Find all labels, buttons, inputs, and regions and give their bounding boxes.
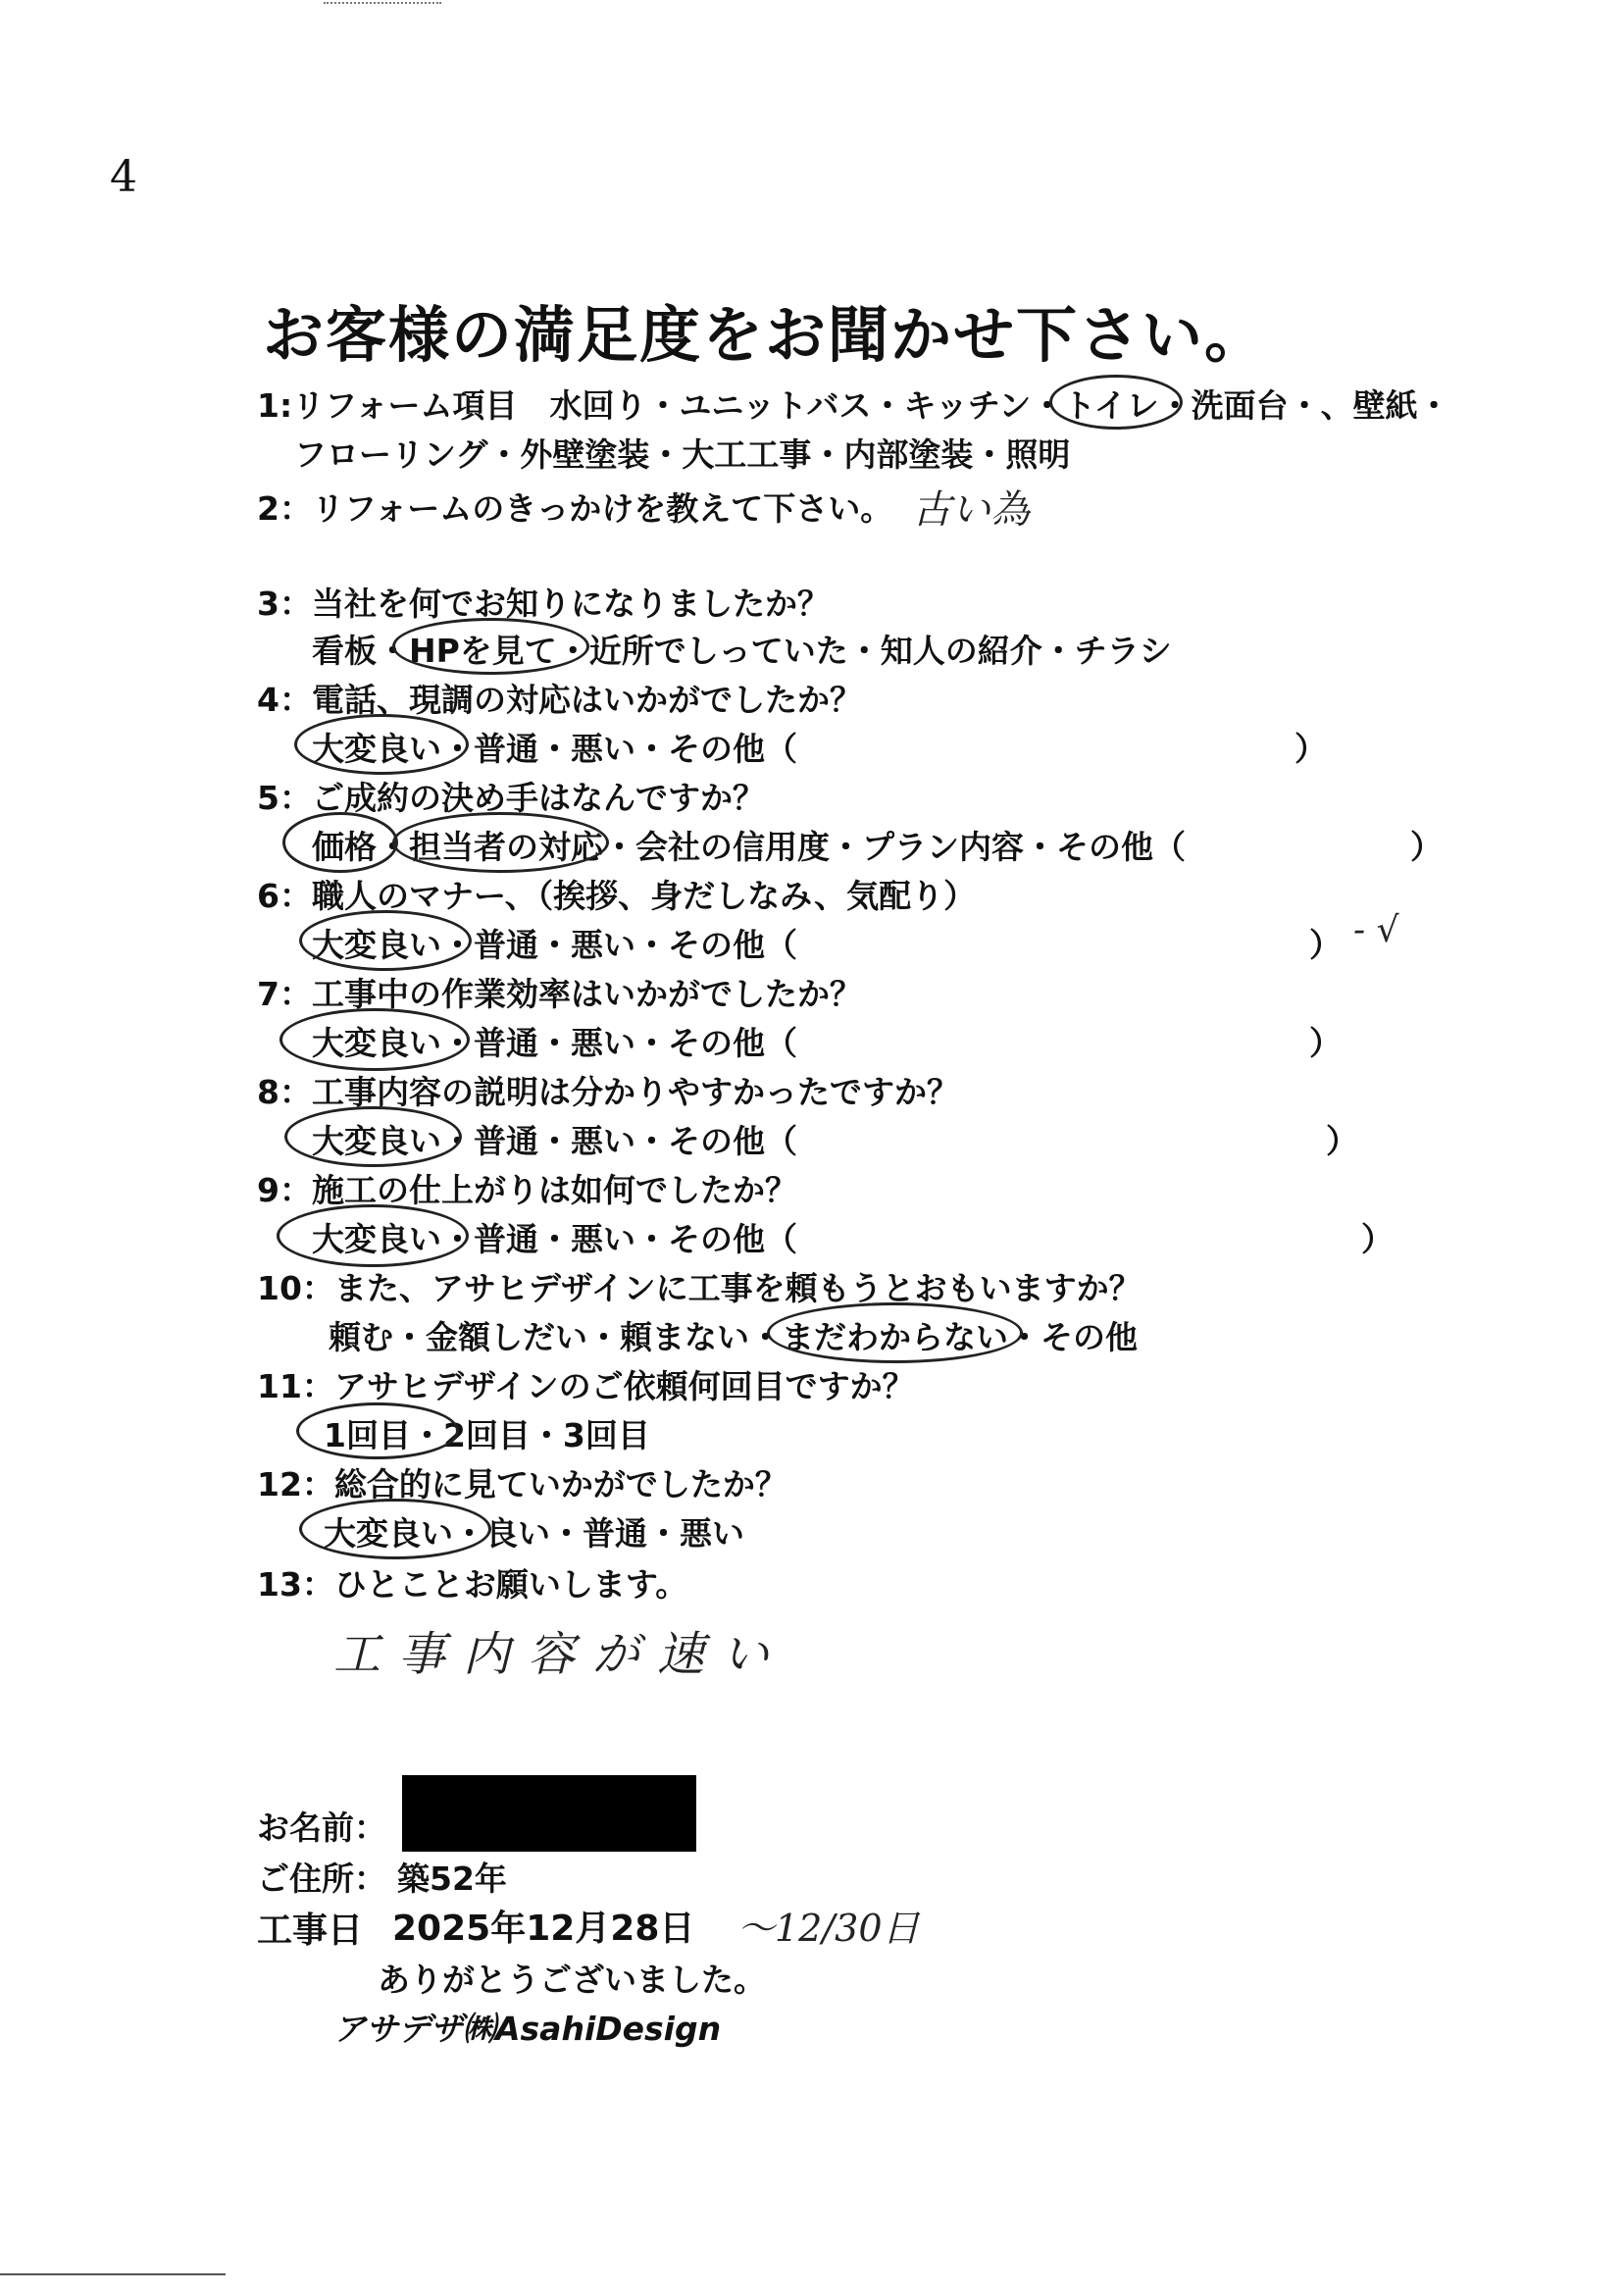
q8-options: 大変良い・普通・悪い・その他（ xyxy=(312,1122,797,1160)
circle-mark xyxy=(392,618,589,675)
address-label: ご住所： xyxy=(257,1860,386,1898)
circle-mark xyxy=(294,714,469,775)
q11-options: 1回目・2回目・3回目 xyxy=(324,1416,650,1454)
q4-close-paren: ） xyxy=(1294,730,1327,768)
scan-artifact-line xyxy=(324,2,441,4)
margin-note: 4 xyxy=(110,152,137,202)
thanks-text: ありがとうございました。 xyxy=(378,1961,766,1999)
circle-mark xyxy=(299,1499,491,1559)
q12-line: 12：総合的に見ていかがでしたか？ xyxy=(257,1465,787,1503)
scan-artifact-line xyxy=(0,2273,226,2275)
q6-line: 6：職人のマナー、（挨拶、身だしなみ、気配り） xyxy=(257,877,977,915)
q8-line: 8：工事内容の説明は分かりやすかったですか？ xyxy=(257,1073,959,1111)
circle-mark xyxy=(284,1106,462,1167)
q2-handwritten-answer: 古い為 xyxy=(912,487,1030,533)
address-value: 築52年 xyxy=(397,1860,507,1898)
company-name: アサデザ㈱AsahiDesign xyxy=(333,2010,722,2048)
work-date-extra: 〜12/30日 xyxy=(737,1907,920,1950)
q7-close-paren: ） xyxy=(1309,1024,1342,1062)
q6-options: 大変良い・普通・悪い・その他（ xyxy=(312,926,797,964)
circle-mark xyxy=(296,1402,459,1459)
circle-mark xyxy=(277,1204,469,1267)
redacted-name xyxy=(402,1775,696,1852)
q9-close-paren: ） xyxy=(1361,1220,1394,1258)
q7-options: 大変良い・普通・悪い・その他（ xyxy=(312,1024,797,1062)
q10-options: 頼む・金額しだい・頼まない・まだわからない・その他 xyxy=(329,1318,1138,1356)
q3-options: 看板・HPを見て・近所でしっていた・知人の紹介・チラシ xyxy=(312,632,1172,670)
circle-mark xyxy=(1049,375,1183,430)
circle-mark xyxy=(282,812,398,873)
q5-close-paren: ） xyxy=(1410,828,1443,866)
work-date-label: 工事日 xyxy=(257,1911,364,1951)
q4-line: 4：電話、現調の対応はいかがでしたか？ xyxy=(257,681,862,719)
q12-options: 大変良い・良い・普通・悪い xyxy=(324,1514,744,1553)
circle-mark xyxy=(279,1008,470,1071)
q5-line: 5：ご成約の決め手はなんですか？ xyxy=(257,779,765,817)
q2-line: 2：リフォームのきっかけを教えて下さい。 xyxy=(257,489,893,528)
circle-mark xyxy=(392,812,609,873)
q5-options: 価格・担当者の対応・会社の信用度・プラン内容・その他（ xyxy=(312,828,1186,866)
q8-close-paren: ） xyxy=(1326,1122,1358,1160)
q1-line-2: フローリング・外壁塗装・大工工事・内部塗装・照明 xyxy=(294,435,1071,474)
circle-mark xyxy=(767,1302,1023,1363)
q6-handwritten-mark: - √ xyxy=(1353,910,1399,950)
page-title: お客様の満足度をお聞かせ下さい。 xyxy=(263,299,1268,371)
q7-line: 7：工事中の作業効率はいかがでしたか？ xyxy=(257,975,862,1013)
q1-line: 1:リフォーム項目 水回り・ユニットバス・キッチン・トイレ・洗面台・、壁紙・ xyxy=(257,386,1450,425)
q11-line: 11：アサヒデザインのご依頼何回目ですか？ xyxy=(257,1367,915,1405)
q9-line: 9：施工の仕上がりは如何でしたか？ xyxy=(257,1171,797,1209)
q6-close-paren: ） xyxy=(1309,926,1342,964)
q13-line: 13：ひとことお願いします。 xyxy=(257,1565,688,1604)
work-date-value: 2025年12月28日 xyxy=(392,1909,695,1949)
name-label: お名前： xyxy=(257,1809,386,1847)
q10-line: 10：また、アサヒデザインに工事を頼もうとおもいますか？ xyxy=(257,1269,1142,1307)
q9-options: 大変良い・普通・悪い・その他（ xyxy=(312,1220,797,1258)
q13-handwritten-answer: 工事内容が速い xyxy=(333,1627,787,1682)
q4-options: 大変良い・普通・悪い・その他（ xyxy=(312,730,797,768)
circle-mark xyxy=(299,910,472,971)
q3-line: 3：当社を何でお知りになりましたか？ xyxy=(257,585,830,623)
